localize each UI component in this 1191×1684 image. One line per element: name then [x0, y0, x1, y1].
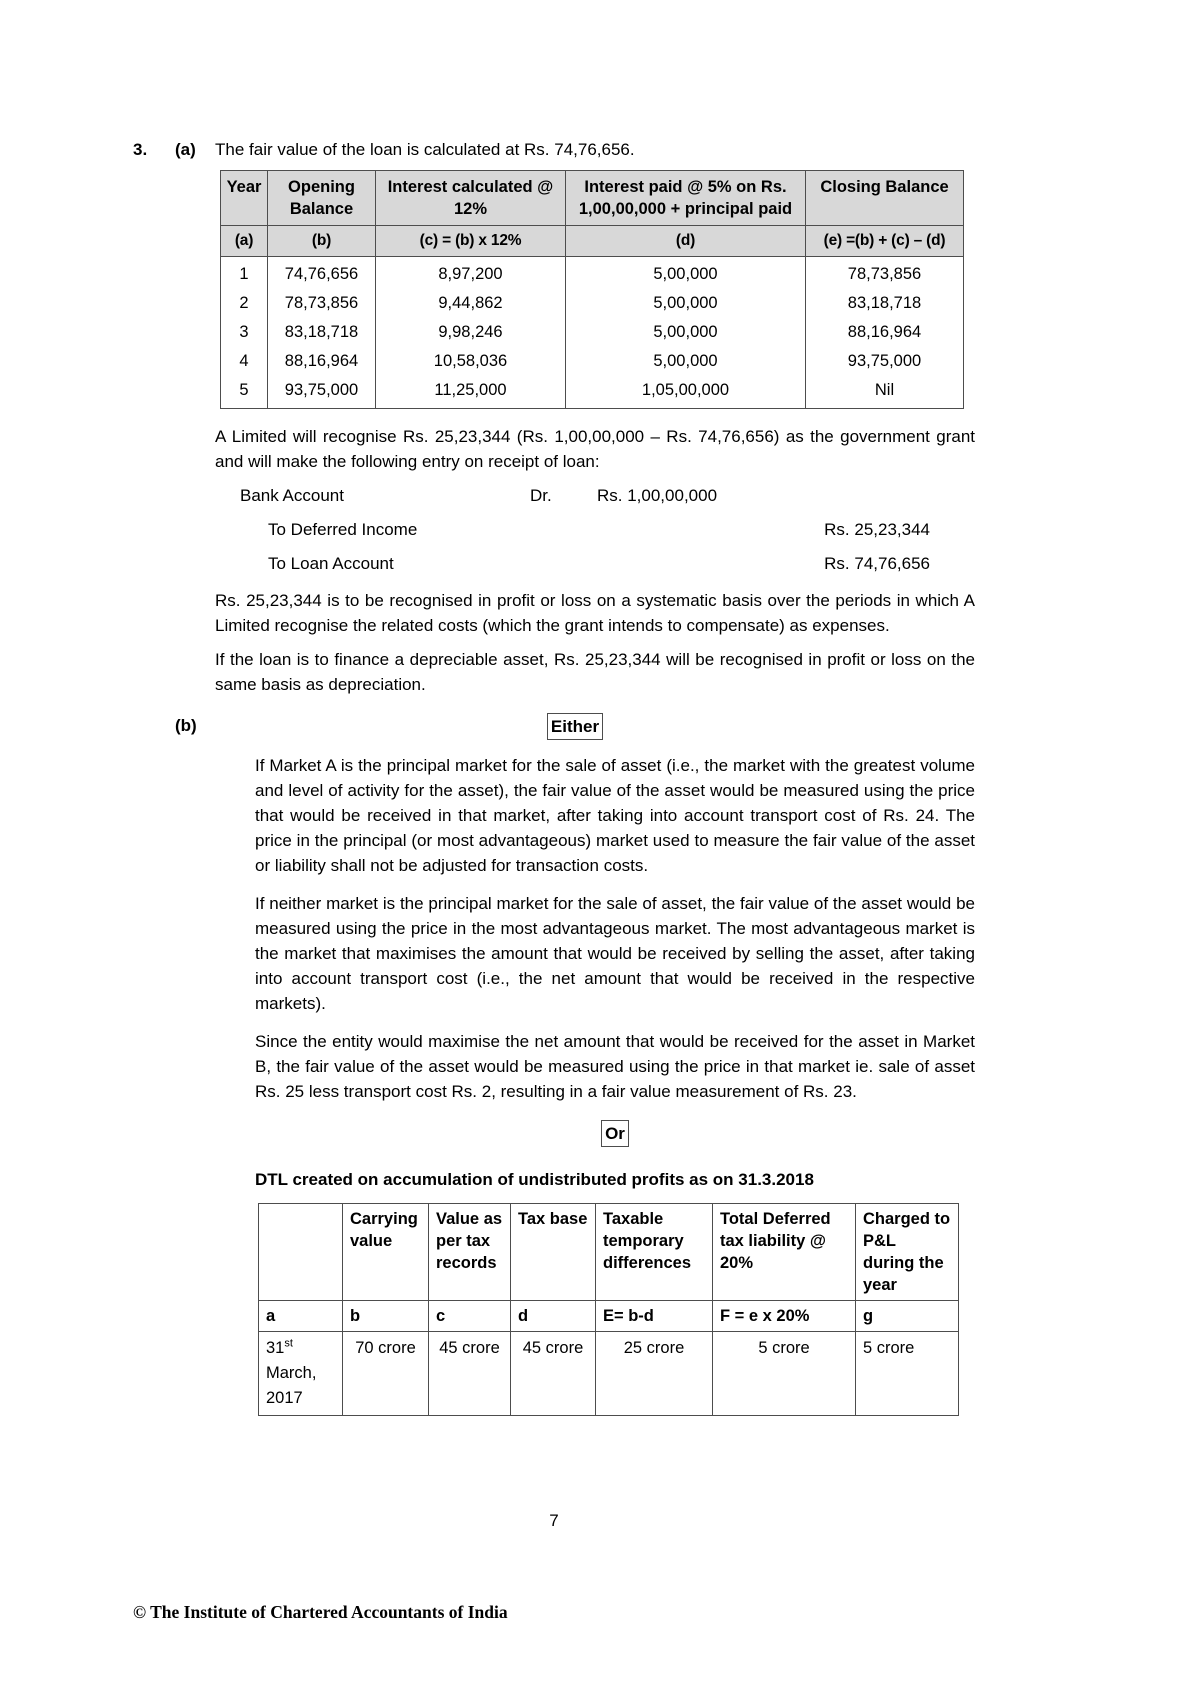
- date-ordinal-suffix: st: [284, 1337, 293, 1350]
- table-cell: 5 crore: [856, 1332, 959, 1416]
- table-cell: 88,16,964: [806, 318, 964, 347]
- subheader-d: (d): [566, 226, 806, 257]
- loan-table-subheader-row: [221, 226, 964, 257]
- column-header-carrying-value: Carrying value: [343, 1204, 429, 1301]
- table-cell: 4: [221, 347, 268, 376]
- table-cell: g: [856, 1301, 959, 1332]
- part-b-heading: [133, 713, 975, 740]
- table-cell: Nil: [806, 376, 964, 409]
- depreciable-asset-paragraph: If the loan is to finance a depreciable asset, Rs. 25,23,344 will be recognised in profit or loss on the same basis as depreciation.: [215, 650, 975, 694]
- table-cell: d: [511, 1301, 596, 1332]
- table-row: [221, 347, 964, 376]
- either-container: [255, 713, 895, 740]
- table-cell: 88,16,964: [268, 347, 376, 376]
- table-cell: 11,25,000: [376, 376, 566, 409]
- table-cell: F = e x 20%: [713, 1301, 856, 1332]
- table-cell: 93,75,000: [268, 376, 376, 409]
- journal-debit-line: [133, 483, 975, 508]
- table-cell: 78,73,856: [806, 257, 964, 290]
- table-cell: 10,58,036: [376, 347, 566, 376]
- journal-account: To Loan Account: [268, 554, 394, 573]
- journal-credit-line: [133, 551, 975, 576]
- table-cell: 5,00,000: [566, 289, 806, 318]
- column-header-charged-to-pl: Charged to P&L during the year: [856, 1204, 959, 1301]
- date-day: 31: [266, 1339, 285, 1357]
- page-content: [133, 137, 975, 1416]
- column-header-value-per-tax-records: Value as per tax records: [429, 1204, 511, 1301]
- journal-credit-line: [133, 517, 975, 542]
- table-cell: 3: [221, 318, 268, 347]
- table-cell: 8,97,200: [376, 257, 566, 290]
- dtl-table: [258, 1203, 959, 1416]
- table-cell: b: [343, 1301, 429, 1332]
- table-cell: 70 crore: [343, 1332, 429, 1416]
- table-cell: E= b-d: [596, 1301, 713, 1332]
- journal-account: Bank Account: [240, 486, 344, 505]
- table-cell: 83,18,718: [806, 289, 964, 318]
- table-cell: 9,44,862: [376, 289, 566, 318]
- journal-credit-amount: Rs. 25,23,344: [824, 520, 930, 539]
- either-box: Either: [547, 713, 603, 740]
- column-header-year: Year: [221, 171, 268, 226]
- table-row: [221, 318, 964, 347]
- journal-dr-marker: Dr.: [530, 486, 552, 505]
- table-cell: 5,00,000: [566, 318, 806, 347]
- part-b-paragraph-1: If Market A is the principal market for the sale of asset (i.e., the market with the greatest volume and level of activity for the asset), the fair value of the asset would be measured using the price that would be received in that market, after taking into account transport cost of Rs. 24. The price in the principal (or most advantageous) market used to measure the fair value of the asset or liability shall not be adjusted for transaction costs.: [255, 756, 975, 875]
- table-cell: 1,05,00,000: [566, 376, 806, 409]
- page-number: 7: [549, 1511, 559, 1530]
- journal-entry: [133, 483, 975, 576]
- table-cell: 5 crore: [713, 1332, 856, 1416]
- journal-credit-amount: Rs. 74,76,656: [824, 554, 930, 573]
- table-cell: 93,75,000: [806, 347, 964, 376]
- table-cell: 2: [221, 289, 268, 318]
- question-number: 3.: [133, 140, 148, 159]
- part-b-label: (b): [175, 716, 197, 735]
- table-cell: 78,73,856: [268, 289, 376, 318]
- grant-paragraph: A Limited will recognise Rs. 25,23,344 (Rs. 1,00,00,000 – Rs. 74,76,656) as the government grant and will make the following entry on receipt of loan:: [215, 427, 975, 471]
- systematic-basis-paragraph: Rs. 25,23,344 is to be recognised in profit or loss on a systematic basis over the periods in which A Limited recognise the related costs (which the grant intends to compensate) as expenses.: [215, 591, 975, 635]
- table-cell: a: [259, 1301, 343, 1332]
- journal-account: To Deferred Income: [268, 520, 418, 539]
- table-row: [221, 376, 964, 409]
- column-header-interest-calculated: Interest calculated @ 12%: [376, 171, 566, 226]
- table-cell: 83,18,718: [268, 318, 376, 347]
- part-a-intro: The fair value of the loan is calculated at Rs. 74,76,656.: [215, 140, 635, 159]
- subheader-c: (c) = (b) x 12%: [376, 226, 566, 257]
- column-header-tax-base: Tax base: [511, 1204, 596, 1301]
- column-header-closing-balance: Closing Balance: [806, 171, 964, 226]
- journal-debit-amount: Rs. 1,00,00,000: [597, 486, 718, 505]
- table-cell: 9,98,246: [376, 318, 566, 347]
- table-cell: 5,00,000: [566, 257, 806, 290]
- copyright-footer: © The Institute of Chartered Accountants of India: [133, 1602, 508, 1622]
- table-cell: 25 crore: [596, 1332, 713, 1416]
- column-header-blank: [259, 1204, 343, 1301]
- loan-amortisation-table: [220, 170, 964, 409]
- column-header-total-deferred-tax-liability: Total Deferred tax liability @ 20%: [713, 1204, 856, 1301]
- loan-table-header-row: [221, 171, 964, 226]
- table-row: [221, 257, 964, 290]
- or-container: [255, 1120, 975, 1147]
- table-cell: 5,00,000: [566, 347, 806, 376]
- table-row: [221, 289, 964, 318]
- date-rest: March, 2017: [266, 1364, 317, 1407]
- table-cell: c: [429, 1301, 511, 1332]
- column-header-opening-balance: Opening Balance: [268, 171, 376, 226]
- dtl-heading: DTL created on accumulation of undistributed profits as on 31.3.2018: [255, 1170, 814, 1189]
- column-header-taxable-temporary-differences: Taxable temporary differences: [596, 1204, 713, 1301]
- table-cell: 74,76,656: [268, 257, 376, 290]
- table-cell: 45 crore: [429, 1332, 511, 1416]
- subheader-a: (a): [221, 226, 268, 257]
- part-b-paragraph-3: Since the entity would maximise the net amount that would be received for the asset in Market B, the fair value of the asset would be measured using the price in that market ie. sale of asset Rs. 25 less transport cost Rs. 2, resulting in a fair value measurement of Rs. 23.: [255, 1032, 975, 1101]
- dtl-letters-row: [259, 1301, 959, 1332]
- dtl-table-header-row: [259, 1204, 959, 1301]
- table-cell-date: [259, 1332, 343, 1416]
- table-cell: 1: [221, 257, 268, 290]
- table-cell: 45 crore: [511, 1332, 596, 1416]
- subheader-e: (e) =(b) + (c) – (d): [806, 226, 964, 257]
- question-3-heading: [133, 137, 975, 162]
- table-cell: 5: [221, 376, 268, 409]
- table-row: [259, 1332, 959, 1416]
- part-b-paragraph-2: If neither market is the principal market for the sale of asset, the fair value of the asset would be measured using the price in the most advantageous market. The most advantageous market is the market that maximises the amount that would be received by selling the asset, after taking into account transport cost (i.e., the net amount that would be received in the respective markets).: [255, 894, 975, 1013]
- column-header-interest-paid: Interest paid @ 5% on Rs. 1,00,00,000 + principal paid: [566, 171, 806, 226]
- part-a-label: (a): [175, 140, 196, 159]
- or-box: Or: [601, 1120, 629, 1147]
- subheader-b: (b): [268, 226, 376, 257]
